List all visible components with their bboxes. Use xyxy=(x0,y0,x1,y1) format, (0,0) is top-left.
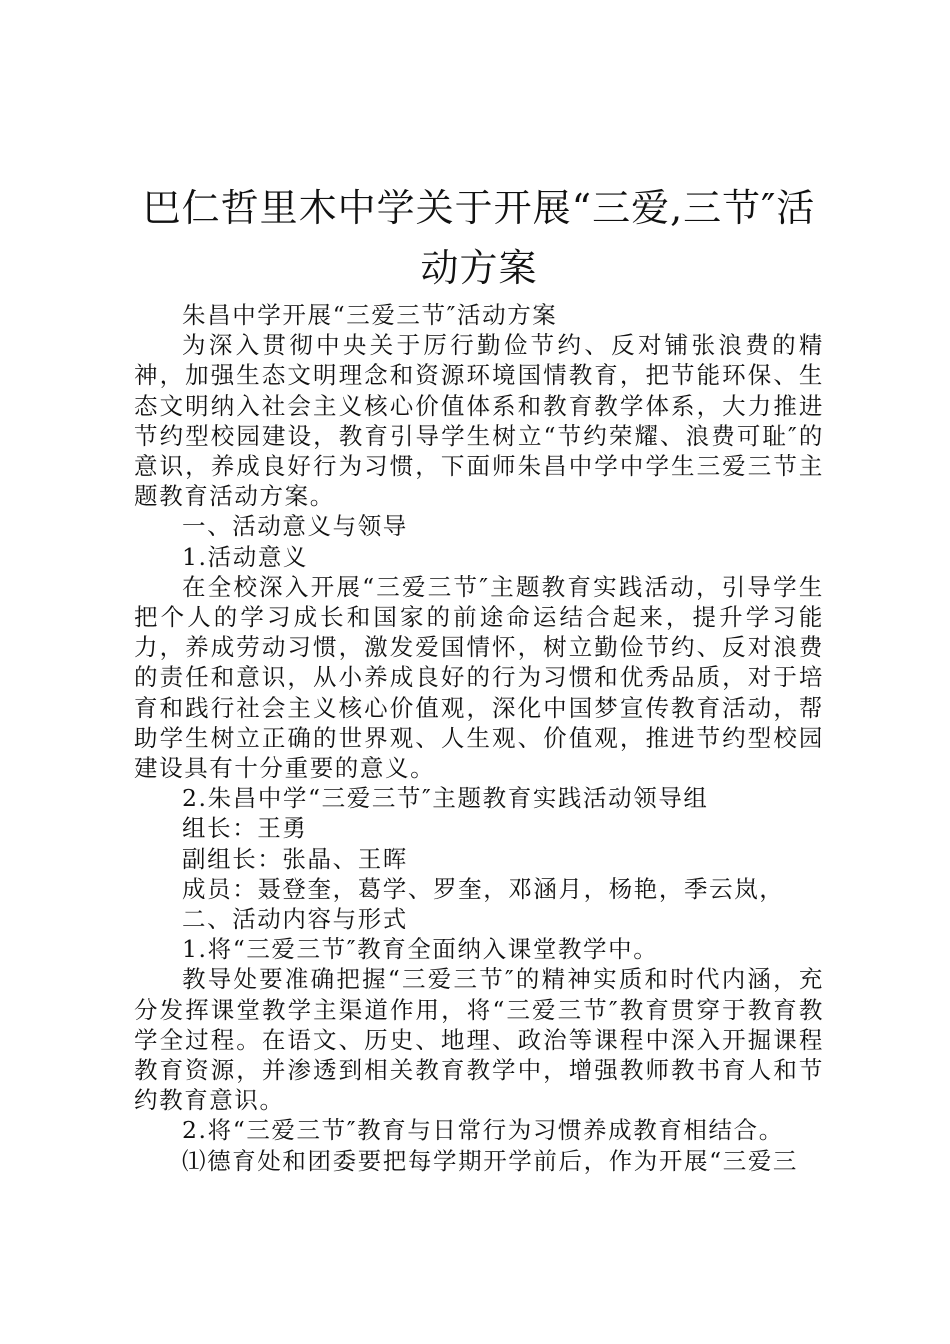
document-page xyxy=(134,178,824,1176)
subsection-heading-1-1: 1.活动意义 xyxy=(182,542,309,571)
deputy-leader-line: 副组长：张晶、王晖 xyxy=(182,844,408,873)
leader-line: 组长：王勇 xyxy=(182,814,308,843)
subsection-heading-2-1: 1.将“三爱三节″教育全面纳入课堂教学中。 xyxy=(182,935,659,964)
paragraph-moral-education: ⑴德育处和团委要把每学期开学前后，作为开展“三爱三 xyxy=(182,1146,799,1175)
members-line: 成员：聂登奎，葛学、罗奎，邓涵月，杨艳，季云岚， xyxy=(182,874,785,903)
section-heading-1: 一、活动意义与领导 xyxy=(182,512,408,541)
subsection-heading-1-2: 2.朱昌中学“三爱三节″主题教育实践活动领导组 xyxy=(182,784,709,813)
paragraph-significance: 在全校深入开展“三爱三节″主题教育实践活动，引导学生把个人的学习成长和国家的前途命运结合起来，提升学习能力，养成劳动习惯，激发爱国情怀，树立勤俭节约、反对浪费的责任和意识，从小养成良好的行为习惯和优秀品质，对于培育和践行社会主义核心价值观，深化中国梦宣传教育活动，帮助学生树立正确的世界观、人生观、价值观，推进节约型校园建设具有十分重要的意义。 xyxy=(134,572,824,783)
paragraph-classroom: 教导处要准确把握“三爱三节″的精神实质和时代内涵，充分发挥课堂教学主渠道作用，将“三爱三节″教育贯穿于教育教学全过程。在语文、历史、地理、政治等课程中深入开掘课程教育资源，并渗透到相关教育教学中，增强教师教书育人和节约教育意识。 xyxy=(134,965,824,1115)
subsection-heading-2-2: 2.将“三爱三节″教育与日常行为习惯养成教育相结合。 xyxy=(182,1116,784,1145)
paragraph-intro: 为深入贯彻中央关于厉行勤俭节约、反对铺张浪费的精神，加强生态文明理念和资源环境国情教育，把节能环保、生态文明纳入社会主义核心价值体系和教育教学体系，大力推进节约型校园建设，教育引导学生树立“节约荣耀、浪费可耻″的意识，养成良好行为习惯，下面师朱昌中学中学生三爱三节主题教育活动方案。 xyxy=(134,331,824,511)
document-body xyxy=(134,300,824,1176)
section-heading-2: 二、活动内容与形式 xyxy=(182,905,408,934)
paragraph-heading: 朱昌中学开展“三爱三节″活动方案 xyxy=(182,301,558,329)
document-title: 巴仁哲里木中学关于开展“三爱,三节″活动方案 xyxy=(142,186,816,290)
